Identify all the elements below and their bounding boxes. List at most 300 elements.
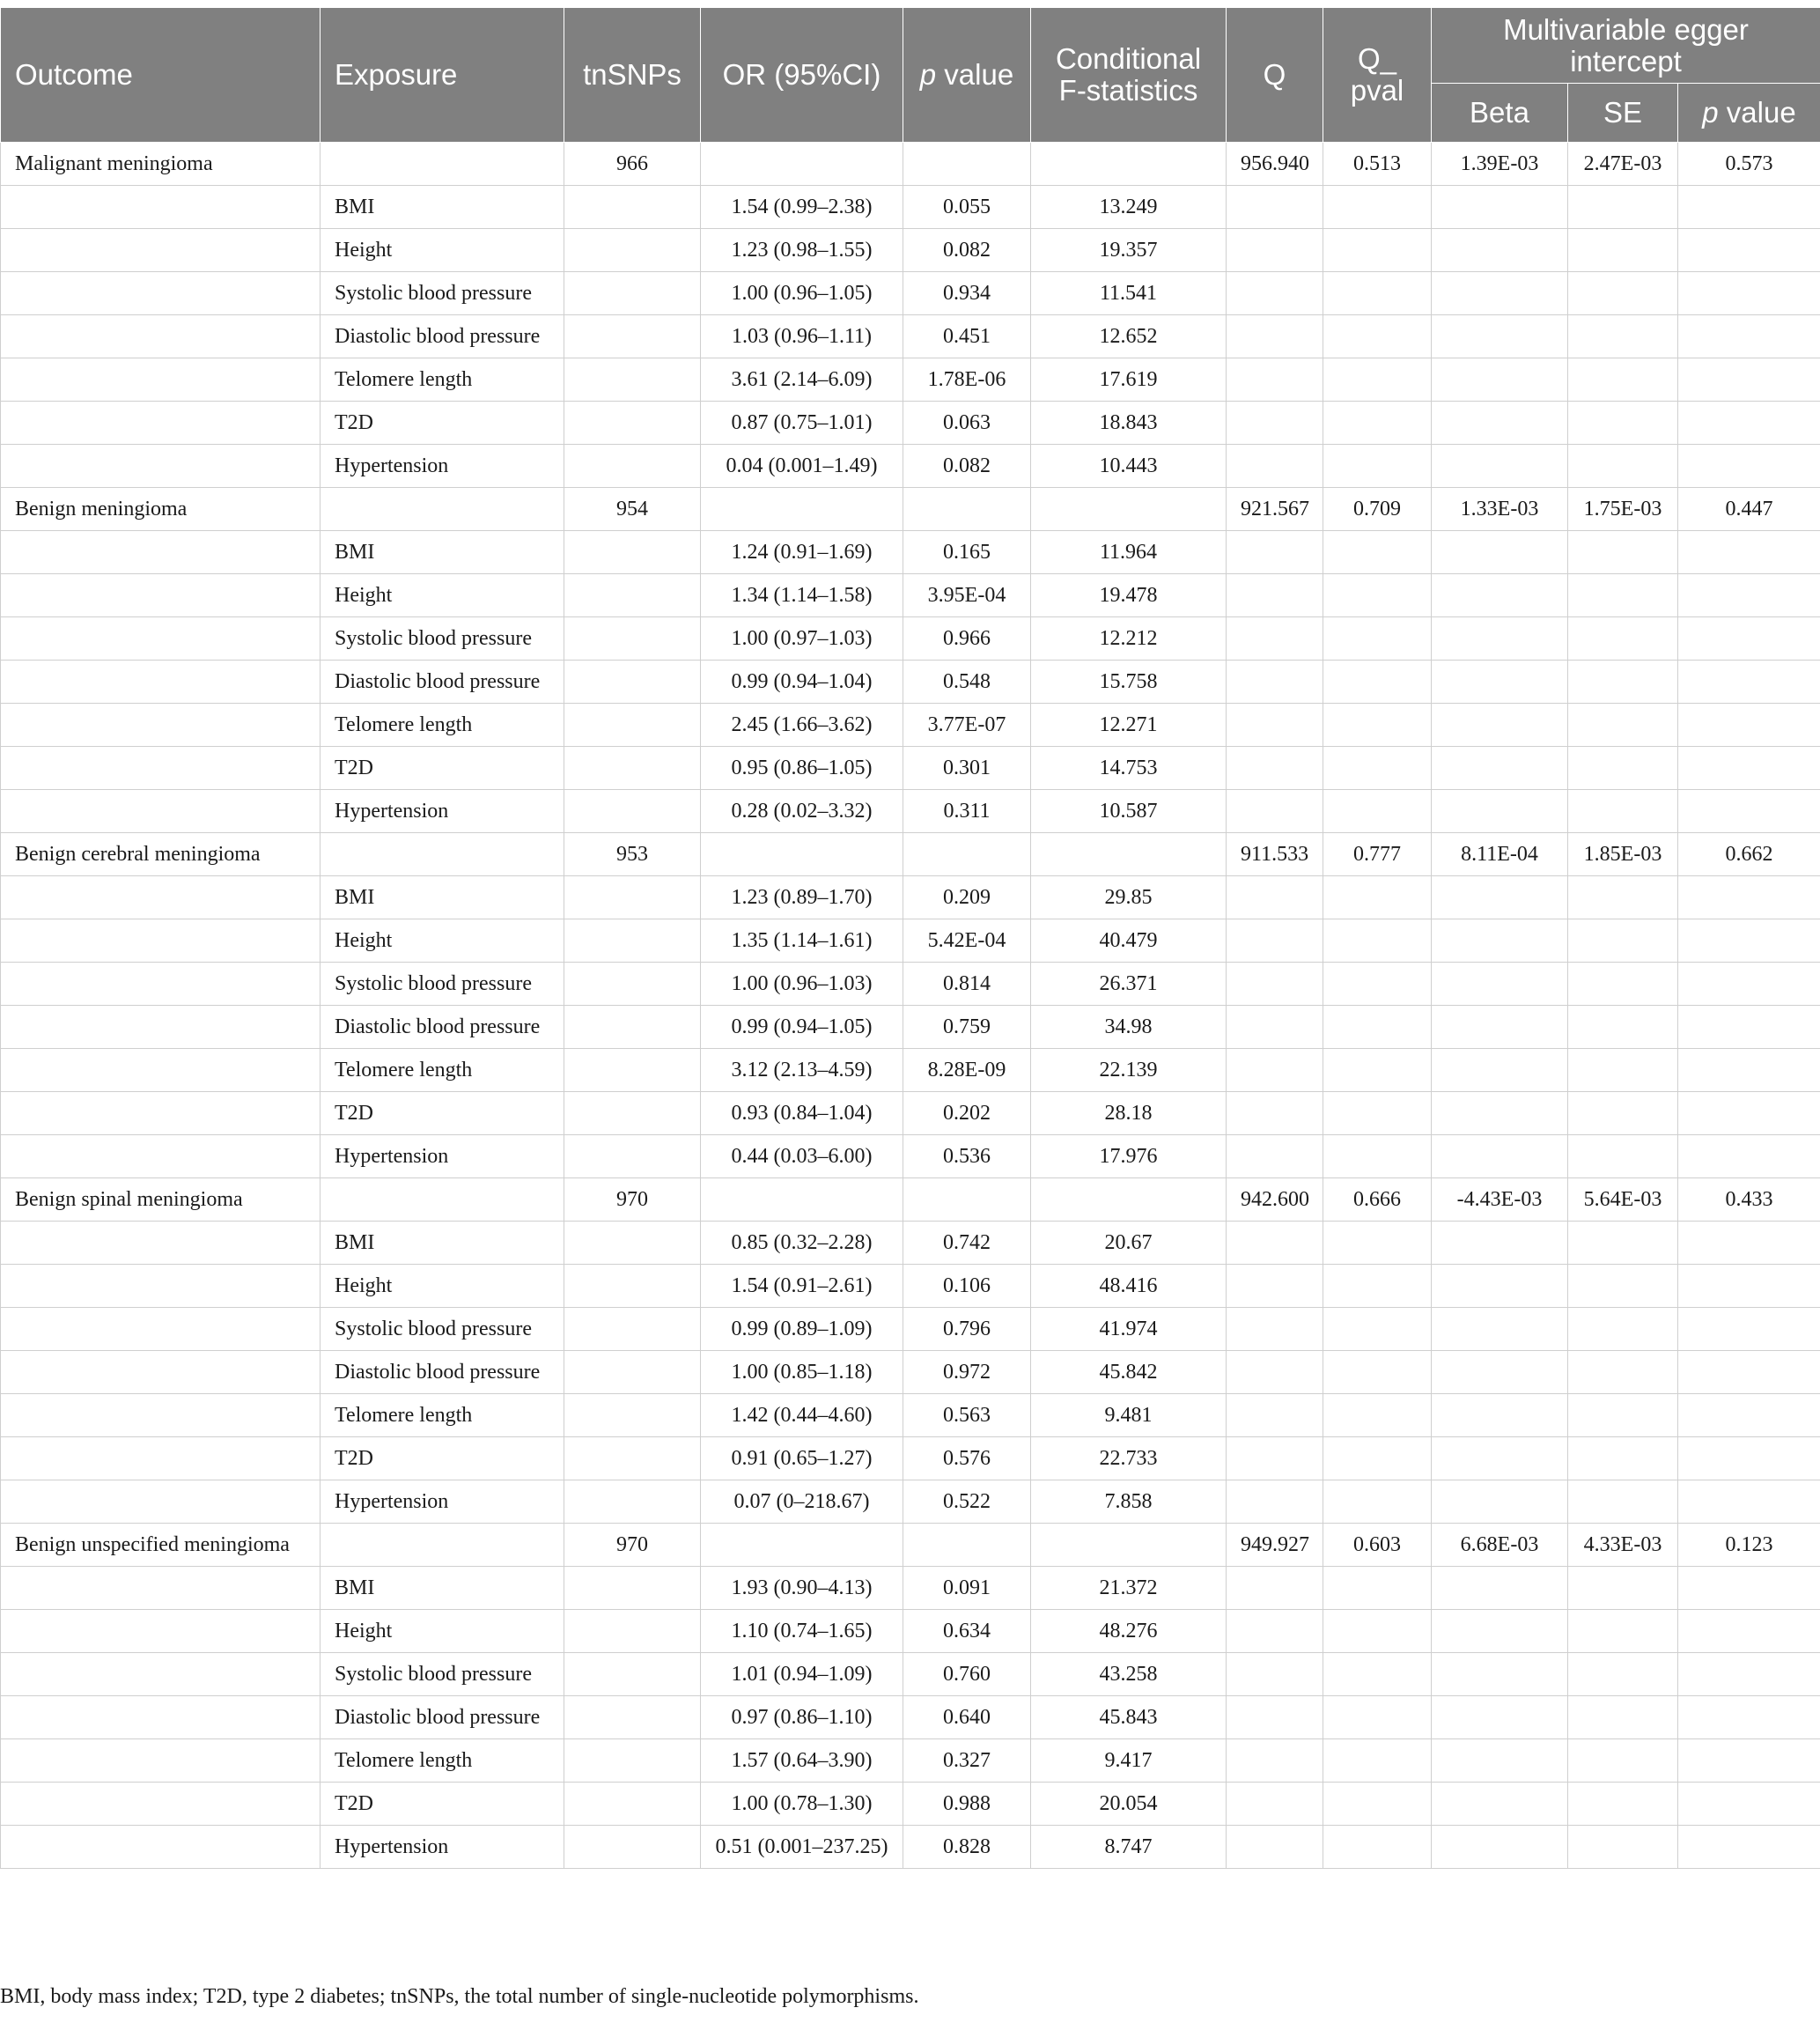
cell-outcome (1, 402, 321, 445)
cell-se (1568, 876, 1678, 919)
cell-tnsnps (564, 919, 701, 963)
cell-tnsnps (564, 358, 701, 402)
cell-se (1568, 1653, 1678, 1696)
cell-beta (1432, 963, 1568, 1006)
cell-or: 0.95 (0.86–1.05) (701, 747, 903, 790)
cell-q (1227, 1783, 1323, 1826)
cell-tnsnps (564, 617, 701, 661)
header-p-value-rest: value (936, 58, 1014, 91)
cell-exposure: BMI (321, 186, 564, 229)
header-conditional-f-line1: Conditional (1055, 42, 1202, 75)
cell-beta (1432, 876, 1568, 919)
cell-or: 0.99 (0.94–1.05) (701, 1006, 903, 1049)
cell-p-value: 0.934 (903, 272, 1031, 315)
cell-p-value: 0.165 (903, 531, 1031, 574)
cell-q-pval (1323, 531, 1432, 574)
cell-se (1568, 1826, 1678, 1869)
results-table (0, 7, 1820, 1869)
cell-or (701, 143, 903, 186)
cell-outcome (1, 919, 321, 963)
table-row (1, 790, 1820, 833)
header-egger-line1: Multivariable egger (1503, 12, 1749, 46)
cell-se (1568, 1222, 1678, 1265)
cell-tnsnps (564, 1739, 701, 1783)
cell-egger-p-value (1678, 186, 1820, 229)
cell-exposure: T2D (321, 747, 564, 790)
cell-p-value: 0.327 (903, 1739, 1031, 1783)
cell-beta (1432, 1610, 1568, 1653)
cell-beta (1432, 1437, 1568, 1480)
cell-exposure: Systolic blood pressure (321, 1308, 564, 1351)
cell-conditional-f (1031, 1178, 1227, 1222)
table-row (1, 186, 1820, 229)
cell-conditional-f: 15.758 (1031, 661, 1227, 704)
cell-or: 0.28 (0.02–3.32) (701, 790, 903, 833)
cell-egger-p-value (1678, 919, 1820, 963)
cell-p-value: 0.760 (903, 1653, 1031, 1696)
cell-tnsnps (564, 229, 701, 272)
cell-q (1227, 1653, 1323, 1696)
cell-se (1568, 358, 1678, 402)
cell-tnsnps (564, 1783, 701, 1826)
cell-egger-p-value (1678, 1653, 1820, 1696)
cell-or: 2.45 (1.66–3.62) (701, 704, 903, 747)
table-row (1, 704, 1820, 747)
cell-se (1568, 402, 1678, 445)
cell-or: 1.93 (0.90–4.13) (701, 1567, 903, 1610)
cell-tnsnps (564, 1135, 701, 1178)
cell-q-pval (1323, 1049, 1432, 1092)
cell-se (1568, 919, 1678, 963)
cell-egger-p-value (1678, 445, 1820, 488)
cell-conditional-f: 20.054 (1031, 1783, 1227, 1826)
cell-q (1227, 315, 1323, 358)
cell-outcome: Benign spinal meningioma (1, 1178, 321, 1222)
cell-beta (1432, 1739, 1568, 1783)
cell-or (701, 833, 903, 876)
cell-q: 942.600 (1227, 1178, 1323, 1222)
cell-p-value: 0.966 (903, 617, 1031, 661)
cell-or: 0.99 (0.89–1.09) (701, 1308, 903, 1351)
cell-conditional-f: 43.258 (1031, 1653, 1227, 1696)
table-row (1, 1826, 1820, 1869)
cell-exposure: BMI (321, 1222, 564, 1265)
cell-q-pval (1323, 790, 1432, 833)
cell-tnsnps (564, 1308, 701, 1351)
cell-q-pval (1323, 747, 1432, 790)
table-row (1, 402, 1820, 445)
cell-tnsnps: 970 (564, 1524, 701, 1567)
cell-conditional-f: 41.974 (1031, 1308, 1227, 1351)
cell-conditional-f: 20.67 (1031, 1222, 1227, 1265)
cell-or: 1.42 (0.44–4.60) (701, 1394, 903, 1437)
cell-conditional-f: 26.371 (1031, 963, 1227, 1006)
cell-outcome (1, 1394, 321, 1437)
cell-p-value: 0.209 (903, 876, 1031, 919)
cell-outcome (1, 1135, 321, 1178)
cell-se (1568, 315, 1678, 358)
cell-outcome (1, 531, 321, 574)
cell-egger-p-value (1678, 229, 1820, 272)
cell-p-value (903, 833, 1031, 876)
cell-se (1568, 1567, 1678, 1610)
cell-exposure: Telomere length (321, 1394, 564, 1437)
cell-q (1227, 747, 1323, 790)
cell-q (1227, 1739, 1323, 1783)
cell-beta (1432, 229, 1568, 272)
cell-se (1568, 790, 1678, 833)
cell-p-value: 0.063 (903, 402, 1031, 445)
table-row (1, 1135, 1820, 1178)
cell-egger-p-value: 0.447 (1678, 488, 1820, 531)
cell-conditional-f: 12.652 (1031, 315, 1227, 358)
cell-conditional-f: 17.619 (1031, 358, 1227, 402)
cell-egger-p-value (1678, 574, 1820, 617)
results-table-container (0, 7, 1820, 1869)
cell-conditional-f: 29.85 (1031, 876, 1227, 919)
cell-exposure: Systolic blood pressure (321, 963, 564, 1006)
cell-tnsnps (564, 1826, 701, 1869)
cell-outcome (1, 1222, 321, 1265)
cell-egger-p-value (1678, 358, 1820, 402)
cell-or: 1.34 (1.14–1.58) (701, 574, 903, 617)
cell-or: 0.85 (0.32–2.28) (701, 1222, 903, 1265)
cell-q (1227, 1826, 1323, 1869)
cell-outcome (1, 1006, 321, 1049)
cell-q-pval (1323, 229, 1432, 272)
cell-egger-p-value (1678, 1826, 1820, 1869)
cell-q (1227, 1351, 1323, 1394)
cell-tnsnps (564, 1394, 701, 1437)
table-row (1, 358, 1820, 402)
cell-outcome (1, 574, 321, 617)
cell-beta (1432, 1049, 1568, 1092)
cell-p-value: 0.759 (903, 1006, 1031, 1049)
cell-exposure: Telomere length (321, 704, 564, 747)
cell-outcome (1, 1480, 321, 1524)
cell-conditional-f: 19.478 (1031, 574, 1227, 617)
cell-or: 0.07 (0–218.67) (701, 1480, 903, 1524)
cell-se: 5.64E-03 (1568, 1178, 1678, 1222)
cell-tnsnps (564, 704, 701, 747)
cell-se (1568, 1049, 1678, 1092)
cell-conditional-f: 8.747 (1031, 1826, 1227, 1869)
cell-p-value: 0.634 (903, 1610, 1031, 1653)
cell-beta (1432, 1006, 1568, 1049)
cell-se (1568, 1783, 1678, 1826)
cell-exposure: Height (321, 229, 564, 272)
cell-exposure: T2D (321, 1092, 564, 1135)
cell-se (1568, 272, 1678, 315)
table-row (1, 617, 1820, 661)
cell-exposure: Hypertension (321, 445, 564, 488)
table-row (1, 661, 1820, 704)
cell-se (1568, 1437, 1678, 1480)
cell-se (1568, 229, 1678, 272)
cell-p-value: 0.451 (903, 315, 1031, 358)
table-row (1, 1222, 1820, 1265)
cell-q-pval (1323, 1006, 1432, 1049)
cell-egger-p-value (1678, 402, 1820, 445)
cell-p-value: 0.576 (903, 1437, 1031, 1480)
cell-q-pval (1323, 876, 1432, 919)
cell-p-value: 0.972 (903, 1351, 1031, 1394)
cell-or: 1.00 (0.96–1.05) (701, 272, 903, 315)
cell-q-pval (1323, 358, 1432, 402)
cell-p-value: 0.091 (903, 1567, 1031, 1610)
cell-or: 0.99 (0.94–1.04) (701, 661, 903, 704)
cell-q-pval (1323, 1739, 1432, 1783)
cell-exposure (321, 1524, 564, 1567)
cell-outcome (1, 1610, 321, 1653)
cell-q-pval (1323, 1783, 1432, 1826)
cell-outcome (1, 1739, 321, 1783)
cell-exposure: Hypertension (321, 1826, 564, 1869)
cell-q-pval (1323, 1826, 1432, 1869)
cell-outcome (1, 358, 321, 402)
cell-se: 4.33E-03 (1568, 1524, 1678, 1567)
cell-beta (1432, 531, 1568, 574)
cell-or: 3.61 (2.14–6.09) (701, 358, 903, 402)
cell-exposure: Systolic blood pressure (321, 1653, 564, 1696)
cell-or: 0.87 (0.75–1.01) (701, 402, 903, 445)
cell-or: 0.04 (0.001–1.49) (701, 445, 903, 488)
cell-q: 921.567 (1227, 488, 1323, 531)
cell-tnsnps (564, 1222, 701, 1265)
cell-conditional-f: 48.276 (1031, 1610, 1227, 1653)
cell-q-pval (1323, 617, 1432, 661)
cell-se (1568, 531, 1678, 574)
cell-tnsnps (564, 1567, 701, 1610)
cell-q-pval: 0.777 (1323, 833, 1432, 876)
cell-conditional-f: 45.843 (1031, 1696, 1227, 1739)
cell-tnsnps (564, 1437, 701, 1480)
cell-q (1227, 1135, 1323, 1178)
table-row (1, 876, 1820, 919)
cell-q-pval (1323, 1351, 1432, 1394)
cell-beta (1432, 1222, 1568, 1265)
cell-outcome (1, 315, 321, 358)
cell-tnsnps (564, 445, 701, 488)
table-row (1, 531, 1820, 574)
cell-exposure: Height (321, 919, 564, 963)
table-row (1, 574, 1820, 617)
cell-exposure: Hypertension (321, 790, 564, 833)
cell-or: 1.00 (0.97–1.03) (701, 617, 903, 661)
cell-tnsnps (564, 186, 701, 229)
cell-exposure (321, 833, 564, 876)
cell-beta (1432, 617, 1568, 661)
cell-tnsnps (564, 1092, 701, 1135)
header-q-pval (1323, 8, 1432, 143)
cell-beta: 8.11E-04 (1432, 833, 1568, 876)
cell-beta (1432, 790, 1568, 833)
cell-outcome (1, 790, 321, 833)
cell-beta (1432, 704, 1568, 747)
cell-exposure: T2D (321, 402, 564, 445)
header-outcome: Outcome (1, 8, 321, 143)
cell-p-value: 0.311 (903, 790, 1031, 833)
cell-exposure: Height (321, 1265, 564, 1308)
cell-conditional-f: 10.587 (1031, 790, 1227, 833)
cell-se (1568, 1135, 1678, 1178)
cell-or: 1.10 (0.74–1.65) (701, 1610, 903, 1653)
cell-p-value: 3.77E-07 (903, 704, 1031, 747)
cell-p-value (903, 1178, 1031, 1222)
table-row (1, 1394, 1820, 1437)
cell-beta (1432, 1480, 1568, 1524)
cell-exposure: Hypertension (321, 1480, 564, 1524)
cell-outcome (1, 704, 321, 747)
cell-q: 911.533 (1227, 833, 1323, 876)
cell-exposure: Height (321, 574, 564, 617)
table-row (1, 272, 1820, 315)
cell-q (1227, 790, 1323, 833)
cell-q-pval (1323, 919, 1432, 963)
cell-tnsnps (564, 661, 701, 704)
header-p-value-italic: p (919, 58, 937, 91)
cell-q-pval (1323, 1394, 1432, 1437)
cell-se (1568, 747, 1678, 790)
table-row (1, 1265, 1820, 1308)
cell-exposure (321, 488, 564, 531)
cell-egger-p-value (1678, 1265, 1820, 1308)
cell-q (1227, 963, 1323, 1006)
cell-or: 1.00 (0.78–1.30) (701, 1783, 903, 1826)
cell-q-pval (1323, 1308, 1432, 1351)
cell-or: 0.44 (0.03–6.00) (701, 1135, 903, 1178)
cell-outcome (1, 1092, 321, 1135)
cell-q-pval (1323, 315, 1432, 358)
cell-outcome (1, 1265, 321, 1308)
cell-se (1568, 1265, 1678, 1308)
cell-p-value: 0.796 (903, 1308, 1031, 1351)
cell-conditional-f: 9.481 (1031, 1394, 1227, 1437)
cell-tnsnps: 954 (564, 488, 701, 531)
cell-egger-p-value: 0.433 (1678, 1178, 1820, 1222)
table-row (1, 1696, 1820, 1739)
cell-egger-p-value (1678, 661, 1820, 704)
cell-outcome (1, 876, 321, 919)
cell-conditional-f: 13.249 (1031, 186, 1227, 229)
cell-tnsnps (564, 963, 701, 1006)
cell-q (1227, 661, 1323, 704)
cell-egger-p-value (1678, 1480, 1820, 1524)
cell-or (701, 488, 903, 531)
table-row (1, 963, 1820, 1006)
cell-q (1227, 186, 1323, 229)
cell-or: 1.23 (0.98–1.55) (701, 229, 903, 272)
header-tnsnps: tnSNPs (564, 8, 701, 143)
cell-outcome (1, 1437, 321, 1480)
cell-egger-p-value (1678, 1739, 1820, 1783)
cell-se (1568, 1092, 1678, 1135)
cell-beta (1432, 186, 1568, 229)
header-beta: Beta (1432, 84, 1568, 143)
cell-beta: -4.43E-03 (1432, 1178, 1568, 1222)
cell-p-value: 0.202 (903, 1092, 1031, 1135)
cell-tnsnps (564, 402, 701, 445)
cell-se (1568, 574, 1678, 617)
table-row (1, 1524, 1820, 1567)
cell-outcome (1, 1696, 321, 1739)
cell-conditional-f: 34.98 (1031, 1006, 1227, 1049)
cell-se (1568, 1006, 1678, 1049)
cell-se: 1.75E-03 (1568, 488, 1678, 531)
cell-or: 1.23 (0.89–1.70) (701, 876, 903, 919)
cell-beta (1432, 1783, 1568, 1826)
table-row (1, 229, 1820, 272)
cell-q-pval (1323, 1135, 1432, 1178)
cell-se (1568, 1696, 1678, 1739)
table-row (1, 1653, 1820, 1696)
cell-p-value: 0.301 (903, 747, 1031, 790)
cell-outcome: Benign meningioma (1, 488, 321, 531)
cell-beta (1432, 445, 1568, 488)
header-conditional-f-line2: F-statistics (1058, 74, 1198, 107)
header-q: Q (1227, 8, 1323, 143)
cell-se (1568, 1308, 1678, 1351)
cell-se (1568, 1394, 1678, 1437)
cell-outcome (1, 445, 321, 488)
cell-p-value: 0.988 (903, 1783, 1031, 1826)
cell-exposure (321, 1178, 564, 1222)
cell-tnsnps: 953 (564, 833, 701, 876)
header-egger-p-value (1678, 84, 1820, 143)
cell-q-pval (1323, 1437, 1432, 1480)
cell-se (1568, 186, 1678, 229)
cell-conditional-f: 12.212 (1031, 617, 1227, 661)
cell-outcome (1, 1308, 321, 1351)
cell-q (1227, 1394, 1323, 1437)
cell-p-value: 5.42E-04 (903, 919, 1031, 963)
header-egger-line2: intercept (1570, 44, 1682, 78)
cell-q-pval (1323, 1567, 1432, 1610)
cell-q (1227, 1222, 1323, 1265)
cell-se (1568, 704, 1678, 747)
cell-conditional-f: 14.753 (1031, 747, 1227, 790)
cell-se: 1.85E-03 (1568, 833, 1678, 876)
cell-p-value: 0.548 (903, 661, 1031, 704)
cell-exposure: Diastolic blood pressure (321, 1696, 564, 1739)
table-row (1, 143, 1820, 186)
table-row (1, 1610, 1820, 1653)
cell-egger-p-value (1678, 1049, 1820, 1092)
cell-egger-p-value: 0.662 (1678, 833, 1820, 876)
cell-se (1568, 1610, 1678, 1653)
cell-q: 949.927 (1227, 1524, 1323, 1567)
cell-p-value: 0.640 (903, 1696, 1031, 1739)
cell-egger-p-value (1678, 704, 1820, 747)
cell-exposure: Systolic blood pressure (321, 617, 564, 661)
cell-q-pval (1323, 1653, 1432, 1696)
cell-p-value: 0.522 (903, 1480, 1031, 1524)
cell-q (1227, 876, 1323, 919)
cell-q (1227, 272, 1323, 315)
table-row (1, 1739, 1820, 1783)
cell-conditional-f: 10.443 (1031, 445, 1227, 488)
cell-tnsnps (564, 1610, 701, 1653)
cell-beta (1432, 1135, 1568, 1178)
cell-q (1227, 1567, 1323, 1610)
cell-egger-p-value (1678, 1006, 1820, 1049)
cell-outcome (1, 963, 321, 1006)
cell-exposure: Diastolic blood pressure (321, 661, 564, 704)
cell-conditional-f: 48.416 (1031, 1265, 1227, 1308)
table-row (1, 445, 1820, 488)
cell-p-value: 0.742 (903, 1222, 1031, 1265)
cell-or: 0.51 (0.001–237.25) (701, 1826, 903, 1869)
